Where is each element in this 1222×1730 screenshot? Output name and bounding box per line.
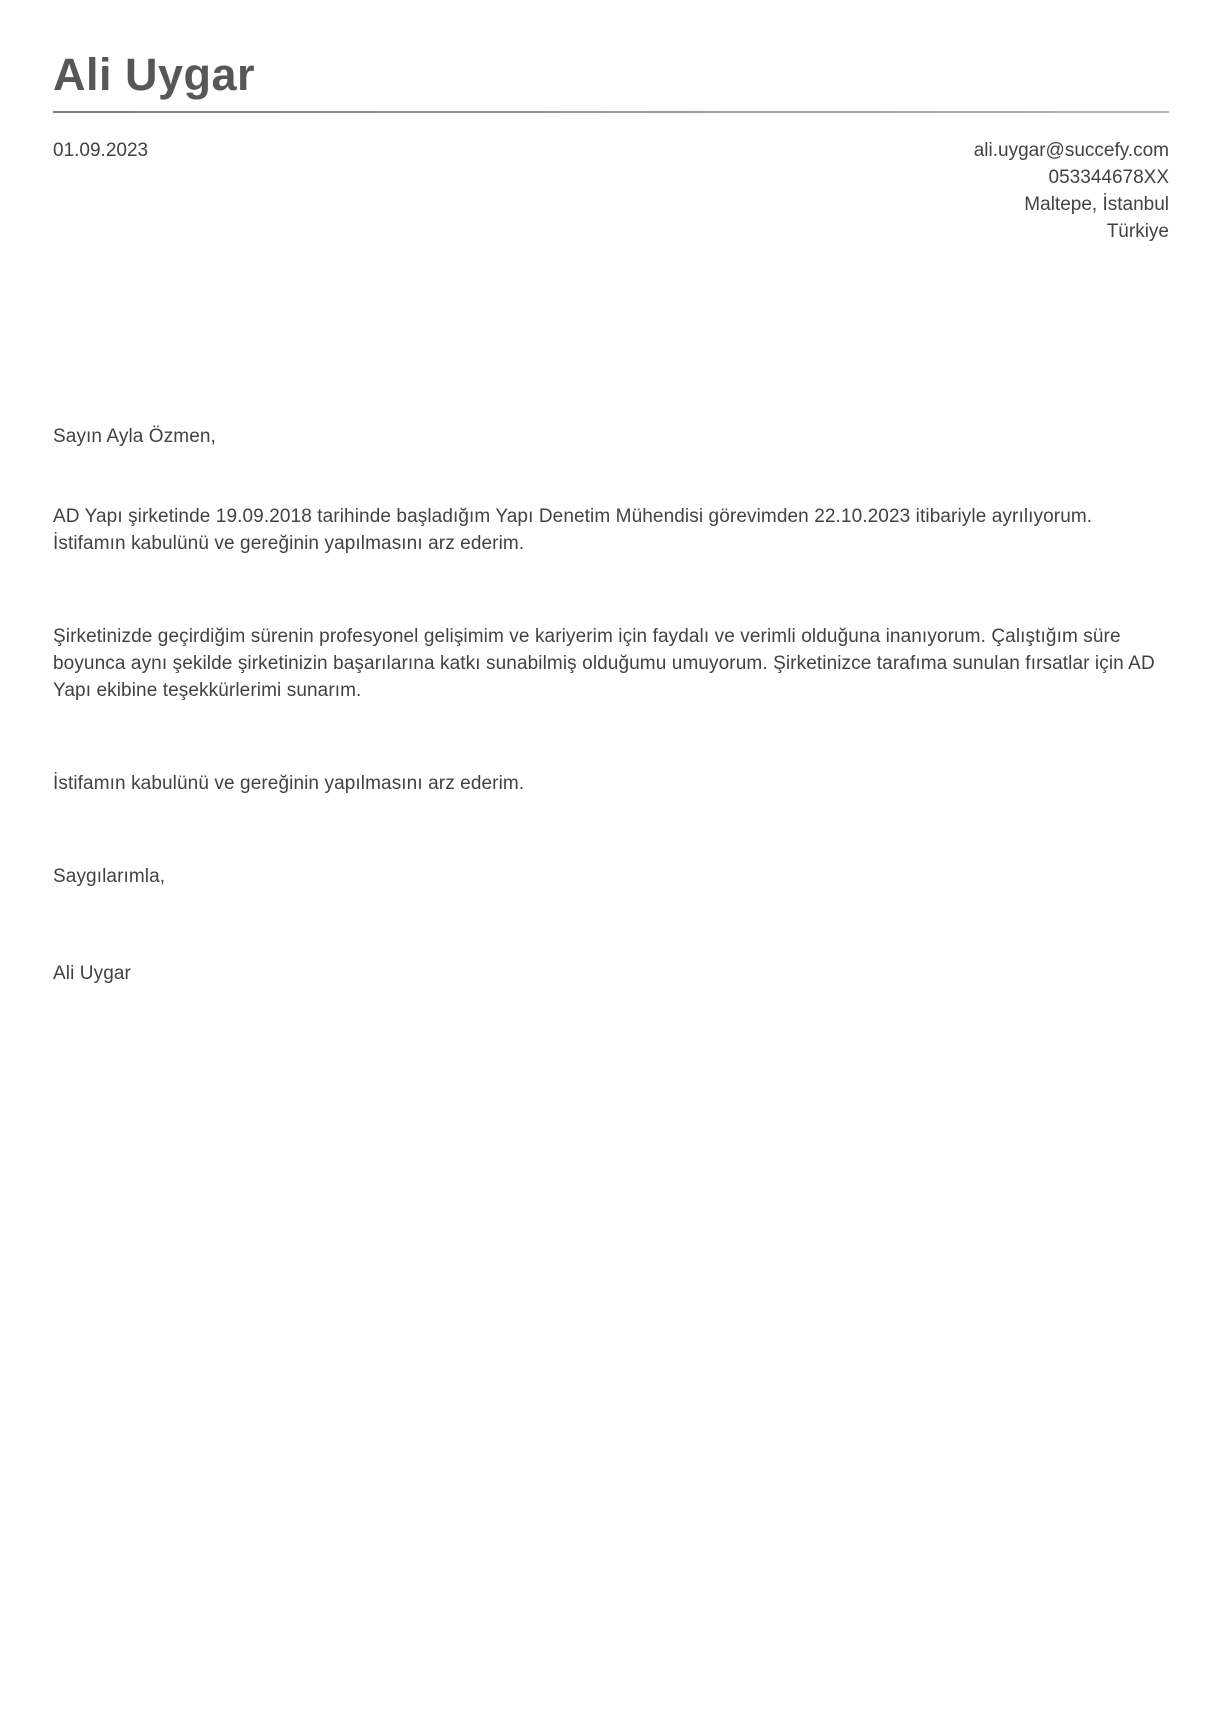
paragraph-2: Şirketinizde geçirdiğim sürenin profesyonel gelişimim ve kariyerim için faydalı ve verimli olduğuna inanıyorum. Çalıştığım süre boyunca aynı şekilde şirketinizin başarılarına katkı sunabilmiş olduğumu umuyorum. Şirketinizce tarafıma sunulan fırsatlar için AD Yapı ekibine teşekkürlerimi sunarım. bbox=[53, 626, 1155, 701]
contact-city: Maltepe, İstanbul bbox=[1024, 194, 1169, 215]
contact-block bbox=[974, 137, 1169, 245]
closing: Saygılarımla, bbox=[53, 866, 166, 887]
contact-email: ali.uygar@succefy.com bbox=[973, 140, 1169, 161]
paragraph-1: AD Yapı şirketinde 19.09.2018 tarihinde başladığım Yapı Denetim Mühendisi görevimden 22.10.2023 itibariyle ayrılıyorum. İstifamın kabulünü ve gereğinin yapılmasını arz ederim. bbox=[53, 506, 1093, 554]
contact-country: Türkiye bbox=[1106, 221, 1169, 242]
contact-phone: 053344678XX bbox=[1048, 167, 1169, 188]
letter-body bbox=[53, 423, 1169, 987]
paragraph-3: İstifamın kabulünü ve gereğinin yapılmasını arz ederim. bbox=[53, 773, 525, 794]
page-title: Ali Uygar bbox=[53, 49, 256, 100]
meta-row bbox=[53, 137, 1169, 245]
header-divider bbox=[53, 111, 1169, 113]
salutation: Sayın Ayla Özmen, bbox=[53, 426, 216, 447]
signature-name: Ali Uygar bbox=[53, 963, 131, 984]
letter-date: 01.09.2023 bbox=[53, 140, 149, 161]
